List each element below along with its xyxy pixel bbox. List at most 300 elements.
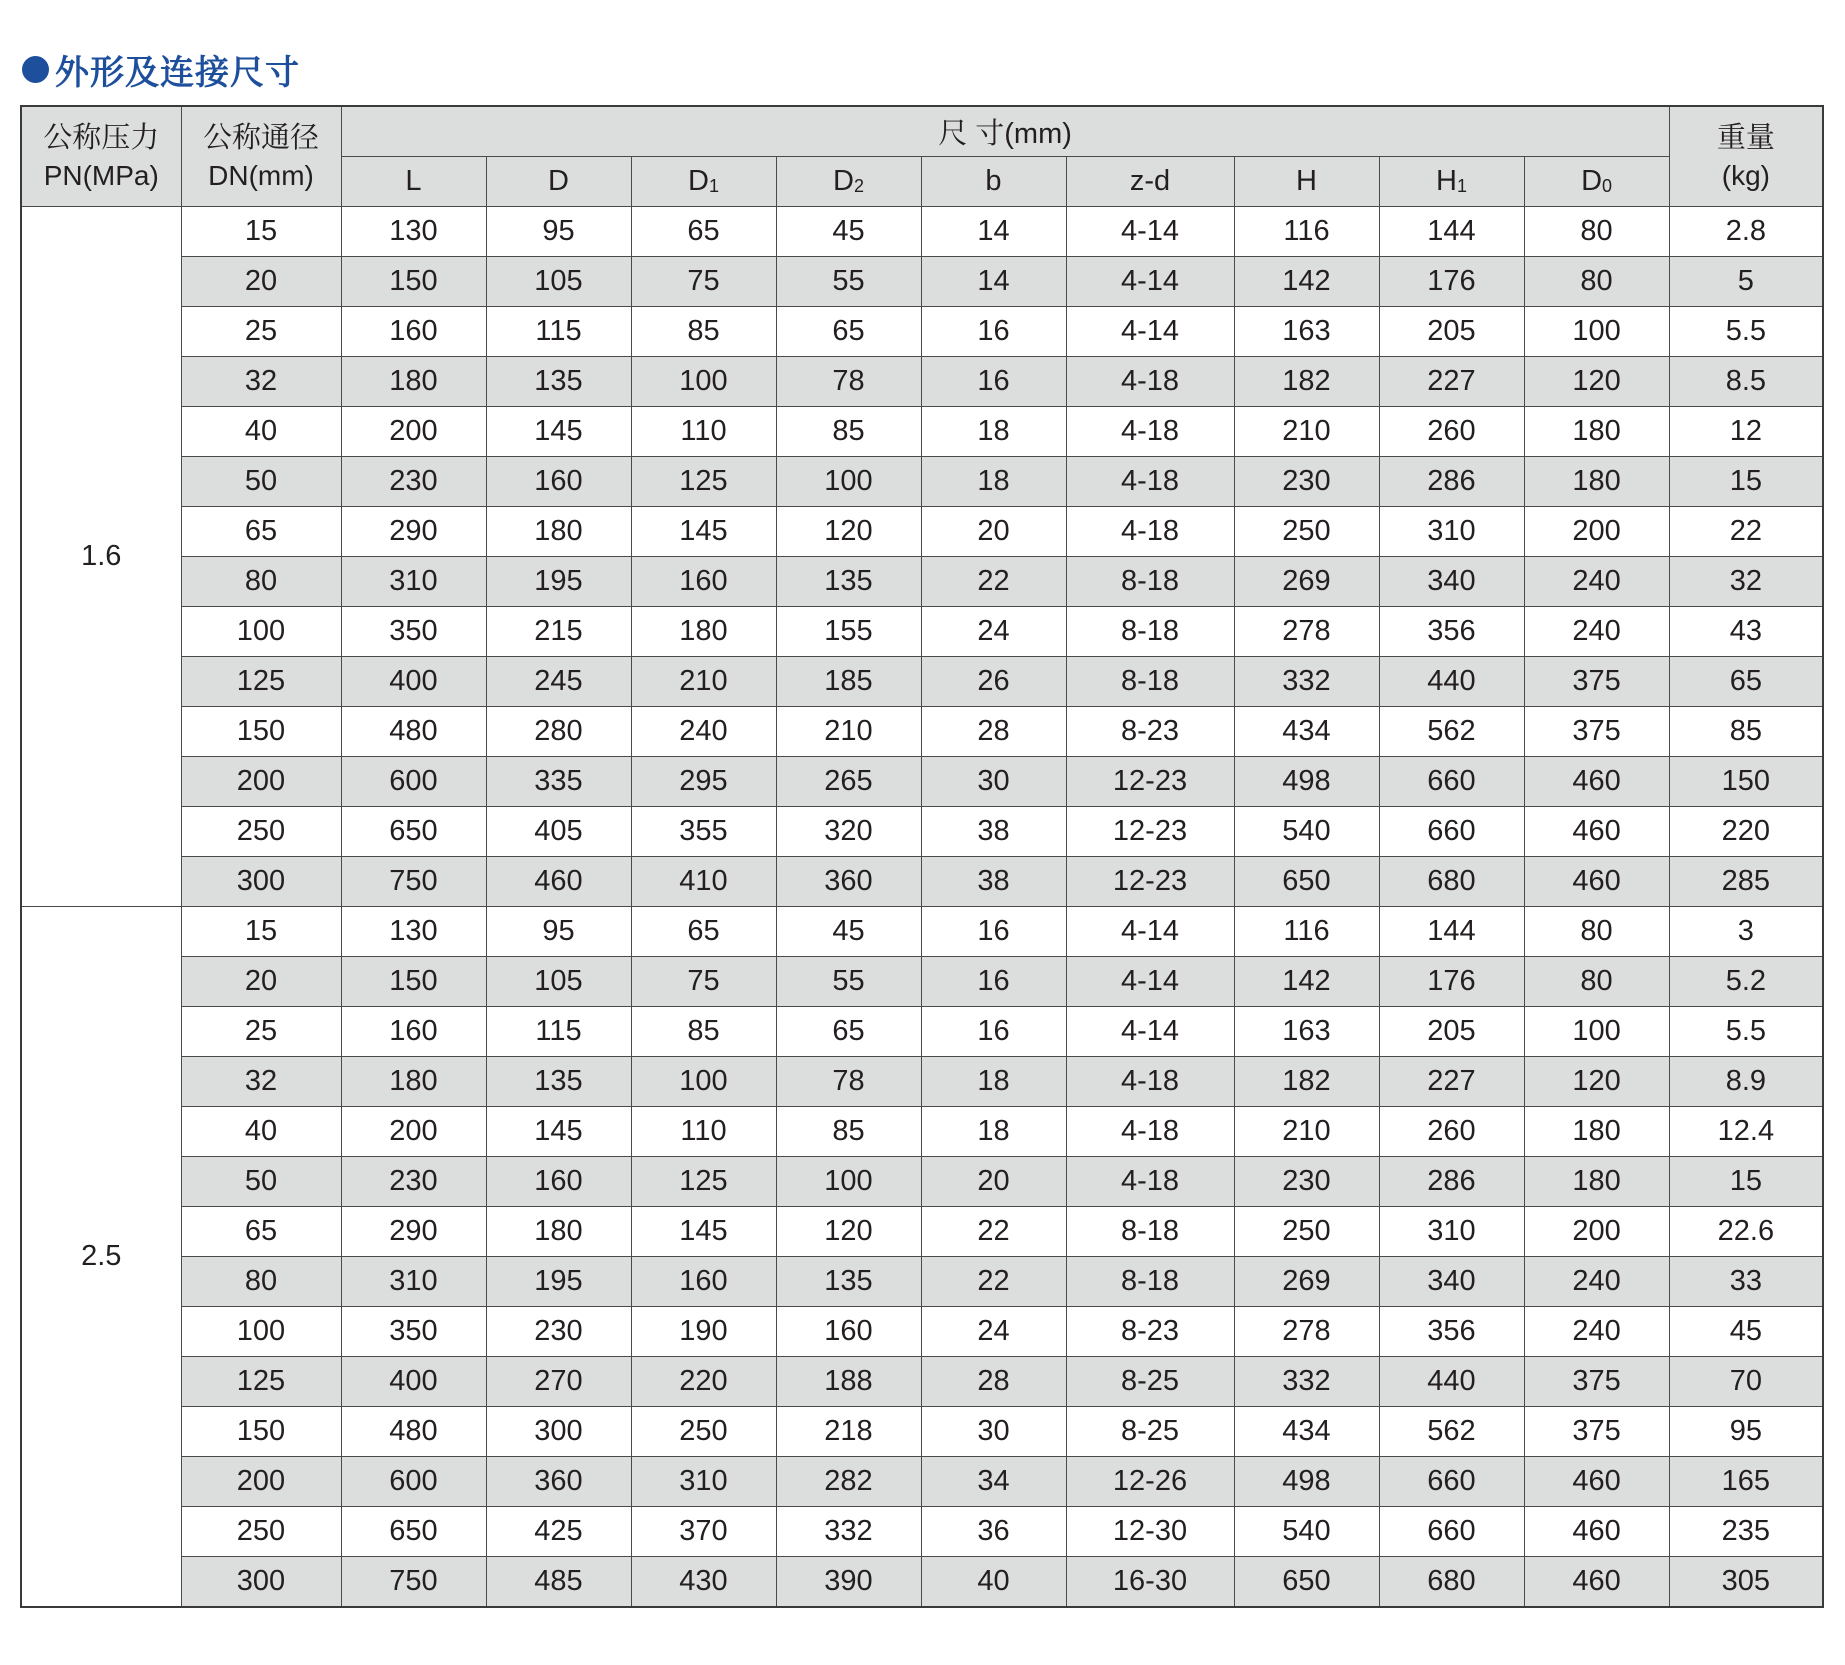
table-cell: 20 bbox=[921, 507, 1066, 557]
table-cell: 425 bbox=[486, 1507, 631, 1557]
table-cell: 460 bbox=[1524, 1457, 1669, 1507]
table-row bbox=[21, 207, 1823, 257]
table-cell: 310 bbox=[341, 1257, 486, 1307]
section-heading bbox=[22, 44, 300, 94]
table-cell: 562 bbox=[1379, 707, 1524, 757]
table-cell: 356 bbox=[1379, 1307, 1524, 1357]
table-cell: 195 bbox=[486, 1257, 631, 1307]
table-cell: 145 bbox=[631, 1207, 776, 1257]
table-row bbox=[21, 457, 1823, 507]
table-row bbox=[21, 1207, 1823, 1257]
header-pn-cn: 公称压力 bbox=[43, 121, 160, 154]
table-cell: 16 bbox=[921, 357, 1066, 407]
table-cell: 200 bbox=[181, 757, 341, 807]
table-cell: 70 bbox=[1669, 1357, 1823, 1407]
table-cell: 78 bbox=[776, 357, 921, 407]
header-dn-en: DN(mm) bbox=[208, 159, 314, 191]
table-cell: 20 bbox=[181, 257, 341, 307]
table-cell: 100 bbox=[1524, 1007, 1669, 1057]
table-row bbox=[21, 807, 1823, 857]
table-cell: 680 bbox=[1379, 1557, 1524, 1608]
table-cell: 650 bbox=[341, 807, 486, 857]
table-cell: 650 bbox=[341, 1507, 486, 1557]
table-cell: 95 bbox=[486, 907, 631, 957]
table-cell: 4-18 bbox=[1066, 407, 1234, 457]
table-cell: 155 bbox=[776, 607, 921, 657]
table-cell: 498 bbox=[1234, 1457, 1379, 1507]
table-cell: 460 bbox=[1524, 807, 1669, 857]
table-cell: 300 bbox=[486, 1407, 631, 1457]
table-cell: 600 bbox=[341, 1457, 486, 1507]
table-cell: 375 bbox=[1524, 1357, 1669, 1407]
table-cell: 85 bbox=[1669, 707, 1823, 757]
table-cell: 282 bbox=[776, 1457, 921, 1507]
table-cell: 80 bbox=[1524, 907, 1669, 957]
header-dimensions bbox=[341, 106, 1669, 157]
table-cell: 278 bbox=[1234, 1307, 1379, 1357]
table-cell: 200 bbox=[1524, 507, 1669, 557]
table-cell: 210 bbox=[631, 657, 776, 707]
table-cell: 75 bbox=[631, 257, 776, 307]
table-cell: 110 bbox=[631, 407, 776, 457]
table-cell: 182 bbox=[1234, 357, 1379, 407]
table-cell: 33 bbox=[1669, 1257, 1823, 1307]
table-cell: 12-23 bbox=[1066, 857, 1234, 907]
table-cell: 22 bbox=[1669, 507, 1823, 557]
table-cell: 310 bbox=[1379, 507, 1524, 557]
table-cell: 80 bbox=[181, 1257, 341, 1307]
table-cell: 2.8 bbox=[1669, 207, 1823, 257]
table-cell: 405 bbox=[486, 807, 631, 857]
table-cell: 650 bbox=[1234, 1557, 1379, 1608]
table-cell: 8.9 bbox=[1669, 1057, 1823, 1107]
table-cell: 332 bbox=[1234, 657, 1379, 707]
table-cell: 480 bbox=[341, 707, 486, 757]
table-cell: 130 bbox=[341, 207, 486, 257]
table-cell: 18 bbox=[921, 1057, 1066, 1107]
table-row bbox=[21, 857, 1823, 907]
table-cell: 150 bbox=[341, 957, 486, 1007]
table-cell: 360 bbox=[486, 1457, 631, 1507]
table-cell: 25 bbox=[181, 307, 341, 357]
table-cell: 100 bbox=[776, 457, 921, 507]
table-cell: 218 bbox=[776, 1407, 921, 1457]
table-row bbox=[21, 1107, 1823, 1157]
table-cell: 270 bbox=[486, 1357, 631, 1407]
table-cell: 100 bbox=[631, 357, 776, 407]
table-cell: 150 bbox=[181, 1407, 341, 1457]
table-cell: 8-18 bbox=[1066, 657, 1234, 707]
table-cell: 400 bbox=[341, 657, 486, 707]
table-cell: 15 bbox=[1669, 1157, 1823, 1207]
table-cell: 434 bbox=[1234, 1407, 1379, 1457]
table-cell: 65 bbox=[1669, 657, 1823, 707]
column-header-l: L bbox=[341, 157, 486, 207]
table-cell: 105 bbox=[486, 957, 631, 1007]
table-cell: 180 bbox=[1524, 407, 1669, 457]
table-cell: 14 bbox=[921, 257, 1066, 307]
table-row bbox=[21, 1557, 1823, 1608]
table-cell: 310 bbox=[1379, 1207, 1524, 1257]
header-dimensions-cn: 尺 寸 bbox=[938, 118, 1005, 150]
table-cell: 200 bbox=[341, 1107, 486, 1157]
table-cell: 5.2 bbox=[1669, 957, 1823, 1007]
table-cell: 176 bbox=[1379, 257, 1524, 307]
table-cell: 350 bbox=[341, 1307, 486, 1357]
table-cell: 165 bbox=[1669, 1457, 1823, 1507]
table-cell: 40 bbox=[181, 407, 341, 457]
table-cell: 8-18 bbox=[1066, 557, 1234, 607]
table-cell: 230 bbox=[1234, 1157, 1379, 1207]
table-cell: 145 bbox=[486, 1107, 631, 1157]
table-cell: 250 bbox=[181, 807, 341, 857]
table-cell: 12.4 bbox=[1669, 1107, 1823, 1157]
table-cell: 182 bbox=[1234, 1057, 1379, 1107]
table-cell: 8.5 bbox=[1669, 357, 1823, 407]
table-cell: 40 bbox=[181, 1107, 341, 1157]
table-cell: 24 bbox=[921, 607, 1066, 657]
table-cell: 135 bbox=[486, 357, 631, 407]
table-cell: 310 bbox=[631, 1457, 776, 1507]
table-cell: 240 bbox=[1524, 607, 1669, 657]
table-cell: 210 bbox=[776, 707, 921, 757]
table-cell: 120 bbox=[1524, 357, 1669, 407]
table-cell: 16-30 bbox=[1066, 1557, 1234, 1608]
table-cell: 8-18 bbox=[1066, 607, 1234, 657]
table-cell: 260 bbox=[1379, 1107, 1524, 1157]
table-row bbox=[21, 957, 1823, 1007]
table-cell: 130 bbox=[341, 907, 486, 957]
table-cell: 460 bbox=[1524, 1557, 1669, 1608]
table-cell: 120 bbox=[776, 1207, 921, 1257]
table-cell: 160 bbox=[341, 1007, 486, 1057]
table-cell: 265 bbox=[776, 757, 921, 807]
table-cell: 45 bbox=[776, 907, 921, 957]
table-cell: 4-18 bbox=[1066, 1057, 1234, 1107]
table-cell: 240 bbox=[1524, 1257, 1669, 1307]
table-cell: 65 bbox=[776, 307, 921, 357]
table-cell: 340 bbox=[1379, 557, 1524, 607]
table-cell: 115 bbox=[486, 1007, 631, 1057]
table-cell: 80 bbox=[1524, 207, 1669, 257]
table-row bbox=[21, 707, 1823, 757]
subscript: 1 bbox=[1456, 176, 1467, 196]
table-cell: 50 bbox=[181, 1157, 341, 1207]
table-cell: 410 bbox=[631, 857, 776, 907]
table-cell: 230 bbox=[341, 1157, 486, 1207]
header-weight bbox=[1669, 106, 1823, 207]
table-cell: 4-18 bbox=[1066, 1157, 1234, 1207]
table-cell: 100 bbox=[776, 1157, 921, 1207]
table-cell: 12-30 bbox=[1066, 1507, 1234, 1557]
table-cell: 160 bbox=[486, 457, 631, 507]
table-cell: 8-25 bbox=[1066, 1357, 1234, 1407]
table-cell: 180 bbox=[341, 1057, 486, 1107]
table-row bbox=[21, 1307, 1823, 1357]
table-cell: 180 bbox=[486, 1207, 631, 1257]
column-header-d: D bbox=[486, 157, 631, 207]
subscript: 2 bbox=[853, 176, 864, 196]
table-cell: 480 bbox=[341, 1407, 486, 1457]
table-cell: 305 bbox=[1669, 1557, 1823, 1608]
table-cell: 332 bbox=[1234, 1357, 1379, 1407]
table-cell: 440 bbox=[1379, 1357, 1524, 1407]
table-cell: 5.5 bbox=[1669, 307, 1823, 357]
table-cell: 335 bbox=[486, 757, 631, 807]
table-cell: 360 bbox=[776, 857, 921, 907]
table-cell: 180 bbox=[1524, 1107, 1669, 1157]
column-header-z-d: z-d bbox=[1066, 157, 1234, 207]
subscript: 1 bbox=[708, 176, 719, 196]
table-cell: 75 bbox=[631, 957, 776, 1007]
table-cell: 105 bbox=[486, 257, 631, 307]
table-cell: 38 bbox=[921, 807, 1066, 857]
table-cell: 14 bbox=[921, 207, 1066, 257]
table-cell: 120 bbox=[776, 507, 921, 557]
table-cell: 269 bbox=[1234, 557, 1379, 607]
header-dn-cn: 公称通径 bbox=[202, 121, 319, 154]
table-cell: 8-23 bbox=[1066, 1307, 1234, 1357]
table-row bbox=[21, 257, 1823, 307]
table-cell: 22.6 bbox=[1669, 1207, 1823, 1257]
table-cell: 142 bbox=[1234, 257, 1379, 307]
header-dimensions-unit: (mm) bbox=[1004, 118, 1072, 150]
table-cell: 286 bbox=[1379, 457, 1524, 507]
table-cell: 85 bbox=[776, 407, 921, 457]
table-cell: 5 bbox=[1669, 257, 1823, 307]
table-cell: 80 bbox=[1524, 957, 1669, 1007]
table-cell: 25 bbox=[181, 1007, 341, 1057]
table-cell: 43 bbox=[1669, 607, 1823, 657]
table-cell: 750 bbox=[341, 1557, 486, 1608]
table-cell: 200 bbox=[341, 407, 486, 457]
table-row bbox=[21, 1057, 1823, 1107]
column-header-b: b bbox=[921, 157, 1066, 207]
table-cell: 660 bbox=[1379, 1507, 1524, 1557]
table-cell: 18 bbox=[921, 407, 1066, 457]
table-cell: 22 bbox=[921, 557, 1066, 607]
table-cell: 205 bbox=[1379, 307, 1524, 357]
table-cell: 185 bbox=[776, 657, 921, 707]
table-cell: 18 bbox=[921, 1107, 1066, 1157]
table-cell: 20 bbox=[921, 1157, 1066, 1207]
table-cell: 188 bbox=[776, 1357, 921, 1407]
table-cell: 375 bbox=[1524, 707, 1669, 757]
table-cell: 650 bbox=[1234, 857, 1379, 907]
table-row bbox=[21, 1407, 1823, 1457]
table-cell: 375 bbox=[1524, 1407, 1669, 1457]
table-cell: 295 bbox=[631, 757, 776, 807]
table-row bbox=[21, 357, 1823, 407]
table-cell: 160 bbox=[631, 557, 776, 607]
table-cell: 434 bbox=[1234, 707, 1379, 757]
table-row bbox=[21, 1007, 1823, 1057]
table-cell: 195 bbox=[486, 557, 631, 607]
table-cell: 4-14 bbox=[1066, 907, 1234, 957]
table-cell: 260 bbox=[1379, 407, 1524, 457]
table-cell: 180 bbox=[341, 357, 486, 407]
table-row bbox=[21, 757, 1823, 807]
table-body bbox=[21, 207, 1823, 1608]
table-cell: 85 bbox=[631, 1007, 776, 1057]
table-cell: 32 bbox=[181, 1057, 341, 1107]
table-cell: 215 bbox=[486, 607, 631, 657]
table-cell: 8-18 bbox=[1066, 1257, 1234, 1307]
table-cell: 150 bbox=[181, 707, 341, 757]
table-cell: 80 bbox=[1524, 257, 1669, 307]
table-cell: 78 bbox=[776, 1057, 921, 1107]
table-cell: 4-14 bbox=[1066, 957, 1234, 1007]
table-row bbox=[21, 557, 1823, 607]
header-weight-cn: 重量 bbox=[1716, 121, 1775, 154]
table-cell: 4-14 bbox=[1066, 207, 1234, 257]
table-cell: 227 bbox=[1379, 1057, 1524, 1107]
table-cell: 235 bbox=[1669, 1507, 1823, 1557]
table-cell: 55 bbox=[776, 957, 921, 1007]
table-cell: 95 bbox=[1669, 1407, 1823, 1457]
table-cell: 100 bbox=[1524, 307, 1669, 357]
table-cell: 440 bbox=[1379, 657, 1524, 707]
table-cell: 180 bbox=[1524, 1157, 1669, 1207]
table-cell: 135 bbox=[776, 1257, 921, 1307]
table-row bbox=[21, 1457, 1823, 1507]
table-cell: 4-14 bbox=[1066, 257, 1234, 307]
table-cell: 460 bbox=[1524, 1507, 1669, 1557]
table-cell: 110 bbox=[631, 1107, 776, 1157]
pressure-cell: 1.6 bbox=[21, 207, 181, 907]
table-cell: 250 bbox=[1234, 507, 1379, 557]
table-cell: 160 bbox=[776, 1307, 921, 1357]
table-cell: 250 bbox=[1234, 1207, 1379, 1257]
table-cell: 95 bbox=[486, 207, 631, 257]
header-nominal-diameter bbox=[181, 106, 341, 207]
table-cell: 65 bbox=[631, 907, 776, 957]
table-cell: 562 bbox=[1379, 1407, 1524, 1457]
table-cell: 38 bbox=[921, 857, 1066, 907]
table-cell: 160 bbox=[631, 1257, 776, 1307]
table-cell: 142 bbox=[1234, 957, 1379, 1007]
table-cell: 200 bbox=[1524, 1207, 1669, 1257]
table-cell: 125 bbox=[181, 657, 341, 707]
table-cell: 290 bbox=[341, 1207, 486, 1257]
table-cell: 100 bbox=[181, 1307, 341, 1357]
table-cell: 32 bbox=[181, 357, 341, 407]
table-cell: 230 bbox=[341, 457, 486, 507]
table-cell: 498 bbox=[1234, 757, 1379, 807]
table-cell: 65 bbox=[776, 1007, 921, 1057]
table-cell: 12-23 bbox=[1066, 757, 1234, 807]
table-cell: 460 bbox=[1524, 857, 1669, 907]
table-cell: 230 bbox=[486, 1307, 631, 1357]
table-cell: 100 bbox=[181, 607, 341, 657]
table-cell: 285 bbox=[1669, 857, 1823, 907]
table-cell: 245 bbox=[486, 657, 631, 707]
table-cell: 15 bbox=[181, 207, 341, 257]
table-cell: 45 bbox=[776, 207, 921, 257]
table-header bbox=[21, 106, 1823, 207]
table-cell: 15 bbox=[1669, 457, 1823, 507]
table-row bbox=[21, 1257, 1823, 1307]
table-cell: 230 bbox=[1234, 457, 1379, 507]
table-cell: 200 bbox=[181, 1457, 341, 1507]
table-cell: 370 bbox=[631, 1507, 776, 1557]
table-cell: 4-18 bbox=[1066, 507, 1234, 557]
table-cell: 8-18 bbox=[1066, 1207, 1234, 1257]
table-cell: 240 bbox=[631, 707, 776, 757]
dimensions-table bbox=[20, 105, 1824, 1608]
table-cell: 220 bbox=[631, 1357, 776, 1407]
table-cell: 28 bbox=[921, 707, 1066, 757]
table-row bbox=[21, 907, 1823, 957]
table-cell: 163 bbox=[1234, 307, 1379, 357]
table-cell: 145 bbox=[631, 507, 776, 557]
table-cell: 85 bbox=[776, 1107, 921, 1157]
table-cell: 125 bbox=[631, 1157, 776, 1207]
table-cell: 20 bbox=[181, 957, 341, 1007]
table-cell: 16 bbox=[921, 957, 1066, 1007]
table-cell: 190 bbox=[631, 1307, 776, 1357]
table-cell: 240 bbox=[1524, 1307, 1669, 1357]
column-header-d1: D1 bbox=[631, 157, 776, 207]
table-cell: 8-23 bbox=[1066, 707, 1234, 757]
table-cell: 80 bbox=[181, 557, 341, 607]
table-cell: 332 bbox=[776, 1507, 921, 1557]
table-row bbox=[21, 607, 1823, 657]
pressure-cell: 2.5 bbox=[21, 907, 181, 1608]
table-cell: 240 bbox=[1524, 557, 1669, 607]
table-cell: 24 bbox=[921, 1307, 1066, 1357]
table-cell: 16 bbox=[921, 307, 1066, 357]
table-cell: 100 bbox=[631, 1057, 776, 1107]
table-cell: 680 bbox=[1379, 857, 1524, 907]
table-cell: 144 bbox=[1379, 207, 1524, 257]
table-row bbox=[21, 1357, 1823, 1407]
table-cell: 26 bbox=[921, 657, 1066, 707]
table-cell: 50 bbox=[181, 457, 341, 507]
table-cell: 4-18 bbox=[1066, 357, 1234, 407]
table-cell: 160 bbox=[341, 307, 486, 357]
table-cell: 5.5 bbox=[1669, 1007, 1823, 1057]
table-cell: 286 bbox=[1379, 1157, 1524, 1207]
table-cell: 205 bbox=[1379, 1007, 1524, 1057]
bullet-icon bbox=[22, 56, 49, 83]
table-row bbox=[21, 1507, 1823, 1557]
table-cell: 250 bbox=[181, 1507, 341, 1557]
table-cell: 4-14 bbox=[1066, 1007, 1234, 1057]
table-cell: 356 bbox=[1379, 607, 1524, 657]
table-cell: 390 bbox=[776, 1557, 921, 1608]
column-header-d2: D2 bbox=[776, 157, 921, 207]
table-cell: 485 bbox=[486, 1557, 631, 1608]
table-cell: 210 bbox=[1234, 407, 1379, 457]
table-cell: 65 bbox=[181, 507, 341, 557]
table-cell: 350 bbox=[341, 607, 486, 657]
table-cell: 18 bbox=[921, 457, 1066, 507]
table-cell: 145 bbox=[486, 407, 631, 457]
table-cell: 340 bbox=[1379, 1257, 1524, 1307]
table-cell: 180 bbox=[486, 507, 631, 557]
table-row bbox=[21, 657, 1823, 707]
table-cell: 85 bbox=[631, 307, 776, 357]
table-cell: 660 bbox=[1379, 807, 1524, 857]
table-cell: 300 bbox=[181, 1557, 341, 1608]
section-title: 外形及连接尺寸 bbox=[55, 52, 300, 93]
table-cell: 135 bbox=[486, 1057, 631, 1107]
table-cell: 16 bbox=[921, 1007, 1066, 1057]
table-cell: 660 bbox=[1379, 757, 1524, 807]
table-cell: 310 bbox=[341, 557, 486, 607]
table-cell: 4-14 bbox=[1066, 307, 1234, 357]
